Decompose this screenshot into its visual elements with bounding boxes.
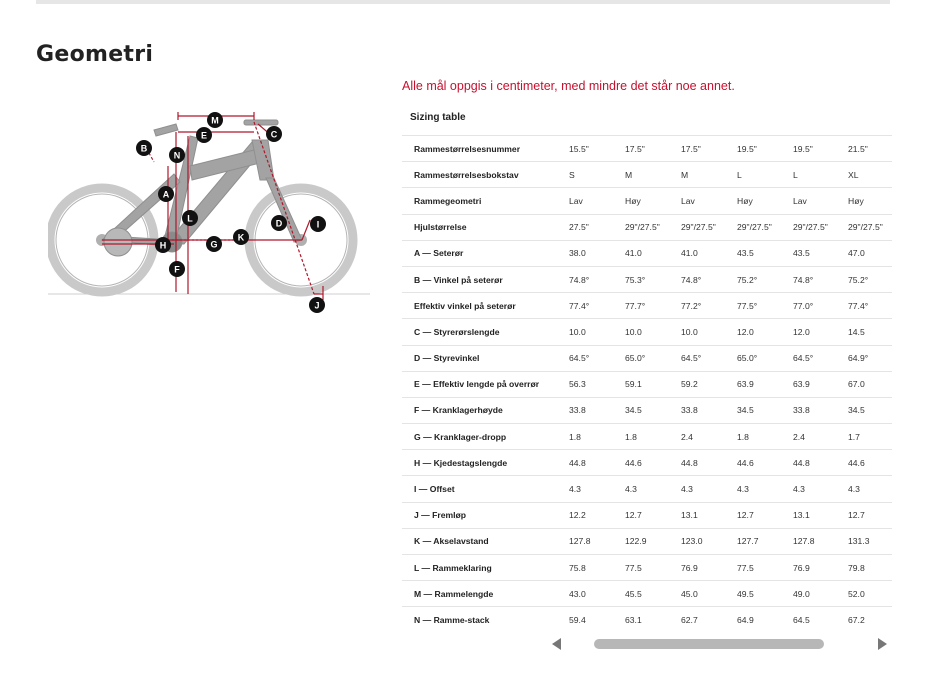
row-label: Rammestørrelsesbokstav bbox=[402, 162, 557, 188]
page-title: Geometri bbox=[36, 42, 154, 67]
table-cell: XL bbox=[836, 162, 892, 188]
table-cell: S bbox=[557, 162, 613, 188]
table-row bbox=[402, 136, 892, 162]
row-label: F — Kranklagerhøyde bbox=[402, 397, 557, 423]
table-cell: 45.5 bbox=[613, 581, 669, 607]
table-cell: 4.3 bbox=[557, 476, 613, 502]
svg-text:B: B bbox=[140, 143, 148, 154]
table-cell: 43.5 bbox=[781, 240, 836, 266]
table-row bbox=[402, 476, 892, 502]
table-cell: 77.5 bbox=[725, 555, 781, 581]
table-cell: 14.5 bbox=[836, 319, 892, 345]
table-cell: 44.6 bbox=[613, 450, 669, 476]
table-cell: 34.5 bbox=[836, 397, 892, 423]
table-row bbox=[402, 293, 892, 319]
table-cell: 65.0° bbox=[725, 345, 781, 371]
scrollbar-thumb[interactable] bbox=[594, 639, 824, 649]
table-cell: 1.8 bbox=[613, 424, 669, 450]
table-cell: 123.0 bbox=[669, 528, 725, 554]
table-cell: 74.8° bbox=[669, 266, 725, 292]
scroll-left-arrow-icon[interactable] bbox=[552, 638, 561, 650]
table-cell: 75.2° bbox=[725, 266, 781, 292]
row-label: Effektiv vinkel på seterør bbox=[402, 293, 557, 319]
table-cell: 19.5" bbox=[725, 136, 781, 162]
table-row bbox=[402, 607, 892, 633]
table-cell: 13.1 bbox=[781, 502, 836, 528]
table-cell: 27.5" bbox=[557, 214, 613, 240]
table-cell: 17.5" bbox=[669, 136, 725, 162]
table-row bbox=[402, 528, 892, 554]
table-cell: 63.9 bbox=[781, 371, 836, 397]
table-cell: L bbox=[725, 162, 781, 188]
table-cell: M bbox=[669, 162, 725, 188]
svg-text:N: N bbox=[173, 150, 181, 161]
table-cell: 122.9 bbox=[613, 528, 669, 554]
marker-G bbox=[206, 236, 222, 252]
svg-text:F: F bbox=[174, 264, 180, 275]
table-cell: 4.3 bbox=[781, 476, 836, 502]
table-row bbox=[402, 424, 892, 450]
sizing-table bbox=[402, 135, 892, 633]
table-cell: Høy bbox=[725, 188, 781, 214]
row-label: B — Vinkel på seterør bbox=[402, 266, 557, 292]
table-cell: 29"/27.5" bbox=[613, 214, 669, 240]
table-cell: 49.0 bbox=[781, 581, 836, 607]
svg-text:K: K bbox=[237, 232, 245, 243]
table-cell: 77.2° bbox=[669, 293, 725, 319]
table-cell: 34.5 bbox=[613, 397, 669, 423]
table-cell: 12.0 bbox=[725, 319, 781, 345]
table-cell: 67.0 bbox=[836, 371, 892, 397]
row-label: Rammegeometri bbox=[402, 188, 557, 214]
table-cell: Høy bbox=[836, 188, 892, 214]
table-row bbox=[402, 345, 892, 371]
table-cell: 12.7 bbox=[836, 502, 892, 528]
table-cell: 12.7 bbox=[613, 502, 669, 528]
table-cell: 67.2 bbox=[836, 607, 892, 633]
table-cell: 64.5° bbox=[781, 345, 836, 371]
table-cell: 52.0 bbox=[836, 581, 892, 607]
svg-text:D: D bbox=[275, 218, 283, 229]
table-row bbox=[402, 581, 892, 607]
table-cell: 19.5" bbox=[781, 136, 836, 162]
table-cell: 63.1 bbox=[613, 607, 669, 633]
table-cell: 77.4° bbox=[836, 293, 892, 319]
table-row bbox=[402, 162, 892, 188]
table-row bbox=[402, 188, 892, 214]
table-cell: 1.8 bbox=[557, 424, 613, 450]
marker-E bbox=[196, 127, 212, 143]
table-cell: 77.7° bbox=[613, 293, 669, 319]
table-cell: 75.2° bbox=[836, 266, 892, 292]
scroll-right-arrow-icon[interactable] bbox=[878, 638, 887, 650]
table-cell: 4.3 bbox=[613, 476, 669, 502]
table-cell: 44.8 bbox=[557, 450, 613, 476]
table-cell: 77.5 bbox=[613, 555, 669, 581]
table-cell: 41.0 bbox=[613, 240, 669, 266]
table-cell: 2.4 bbox=[669, 424, 725, 450]
marker-N bbox=[169, 147, 185, 163]
table-cell: 64.5 bbox=[781, 607, 836, 633]
table-cell: 131.3 bbox=[836, 528, 892, 554]
table-cell: 12.7 bbox=[725, 502, 781, 528]
table-caption: Sizing table bbox=[410, 112, 466, 123]
svg-text:G: G bbox=[210, 239, 218, 250]
table-cell: 127.7 bbox=[725, 528, 781, 554]
table-cell: 59.2 bbox=[669, 371, 725, 397]
marker-I bbox=[310, 216, 326, 232]
table-cell: 13.1 bbox=[669, 502, 725, 528]
table-cell: Høy bbox=[613, 188, 669, 214]
table-cell: 10.0 bbox=[613, 319, 669, 345]
table-cell: 38.0 bbox=[557, 240, 613, 266]
row-label: A — Seterør bbox=[402, 240, 557, 266]
table-cell: 59.1 bbox=[613, 371, 669, 397]
table-cell: 56.3 bbox=[557, 371, 613, 397]
table-row bbox=[402, 397, 892, 423]
table-cell: 63.9 bbox=[725, 371, 781, 397]
row-label: D — Styrevinkel bbox=[402, 345, 557, 371]
table-cell: 29"/27.5" bbox=[725, 214, 781, 240]
table-cell: 2.4 bbox=[781, 424, 836, 450]
row-label: J — Fremløp bbox=[402, 502, 557, 528]
table-cell: 49.5 bbox=[725, 581, 781, 607]
table-cell: 76.9 bbox=[781, 555, 836, 581]
table-cell: 75.3° bbox=[613, 266, 669, 292]
sizing-table-body bbox=[402, 136, 892, 633]
table-row bbox=[402, 555, 892, 581]
table-cell: 21.5" bbox=[836, 136, 892, 162]
table-cell: 64.9° bbox=[836, 345, 892, 371]
table-cell: 33.8 bbox=[781, 397, 836, 423]
table-cell: 44.8 bbox=[781, 450, 836, 476]
table-cell: 17.5" bbox=[613, 136, 669, 162]
geometry-diagram bbox=[48, 108, 373, 318]
table-row bbox=[402, 319, 892, 345]
table-cell: 34.5 bbox=[725, 397, 781, 423]
svg-text:A: A bbox=[162, 189, 170, 200]
row-label: Rammestørrelsesnummer bbox=[402, 136, 557, 162]
table-cell: 45.0 bbox=[669, 581, 725, 607]
row-label: Hjulstørrelse bbox=[402, 214, 557, 240]
row-label: K — Akselavstand bbox=[402, 528, 557, 554]
table-cell: 29"/27.5" bbox=[836, 214, 892, 240]
table-cell: 47.0 bbox=[836, 240, 892, 266]
table-cell: 15.5" bbox=[557, 136, 613, 162]
table-cell: 75.8 bbox=[557, 555, 613, 581]
table-cell: 64.9 bbox=[725, 607, 781, 633]
table-cell: 127.8 bbox=[781, 528, 836, 554]
table-cell: 74.8° bbox=[781, 266, 836, 292]
row-label: H — Kjedestagslengde bbox=[402, 450, 557, 476]
table-cell: 77.4° bbox=[557, 293, 613, 319]
row-label: M — Rammelengde bbox=[402, 581, 557, 607]
svg-text:J: J bbox=[314, 300, 320, 311]
marker-A bbox=[158, 186, 174, 202]
row-label: L — Rammeklaring bbox=[402, 555, 557, 581]
table-cell: 44.6 bbox=[836, 450, 892, 476]
table-cell: 29"/27.5" bbox=[669, 214, 725, 240]
table-cell: M bbox=[613, 162, 669, 188]
marker-L bbox=[182, 210, 198, 226]
table-row bbox=[402, 502, 892, 528]
table-cell: 59.4 bbox=[557, 607, 613, 633]
table-cell: 77.0° bbox=[781, 293, 836, 319]
table-row bbox=[402, 214, 892, 240]
table-cell: 4.3 bbox=[836, 476, 892, 502]
table-cell: 41.0 bbox=[669, 240, 725, 266]
table-cell: 12.2 bbox=[557, 502, 613, 528]
units-note: Alle mål oppgis i centimeter, med mindre det står noe annet. bbox=[402, 79, 735, 93]
marker-J bbox=[309, 297, 325, 313]
table-row bbox=[402, 371, 892, 397]
table-cell: 44.6 bbox=[725, 450, 781, 476]
table-cell: L bbox=[781, 162, 836, 188]
marker-F bbox=[169, 261, 185, 277]
table-cell: Lav bbox=[781, 188, 836, 214]
svg-text:L: L bbox=[187, 213, 193, 224]
table-cell: 12.0 bbox=[781, 319, 836, 345]
table-cell: 64.5° bbox=[669, 345, 725, 371]
marker-H bbox=[155, 237, 171, 253]
table-cell: 43.5 bbox=[725, 240, 781, 266]
svg-text:C: C bbox=[270, 129, 278, 140]
marker-C bbox=[266, 126, 282, 142]
svg-text:H: H bbox=[159, 240, 167, 251]
table-cell: 4.3 bbox=[725, 476, 781, 502]
marker-B bbox=[136, 140, 152, 156]
marker-D bbox=[271, 215, 287, 231]
table-cell: 10.0 bbox=[669, 319, 725, 345]
horizontal-scrollbar[interactable] bbox=[552, 636, 887, 652]
table-cell: 76.9 bbox=[669, 555, 725, 581]
table-cell: 1.8 bbox=[725, 424, 781, 450]
table-cell: 29"/27.5" bbox=[781, 214, 836, 240]
table-cell: 62.7 bbox=[669, 607, 725, 633]
table-cell: 79.8 bbox=[836, 555, 892, 581]
table-cell: 127.8 bbox=[557, 528, 613, 554]
row-label: C — Styrerørslengde bbox=[402, 319, 557, 345]
table-cell: 33.8 bbox=[557, 397, 613, 423]
table-cell: Lav bbox=[669, 188, 725, 214]
table-cell: Lav bbox=[557, 188, 613, 214]
table-cell: 33.8 bbox=[669, 397, 725, 423]
row-label: G — Kranklager-dropp bbox=[402, 424, 557, 450]
table-cell: 1.7 bbox=[836, 424, 892, 450]
table-cell: 43.0 bbox=[557, 581, 613, 607]
svg-text:M: M bbox=[211, 115, 219, 126]
top-divider bbox=[36, 0, 890, 4]
table-cell: 64.5° bbox=[557, 345, 613, 371]
svg-text:I: I bbox=[316, 219, 320, 230]
table-cell: 44.8 bbox=[669, 450, 725, 476]
marker-M bbox=[207, 112, 223, 128]
table-row bbox=[402, 240, 892, 266]
row-label: E — Effektiv lengde på overrør bbox=[402, 371, 557, 397]
table-cell: 4.3 bbox=[669, 476, 725, 502]
row-label: N — Ramme-stack bbox=[402, 607, 557, 633]
table-row bbox=[402, 266, 892, 292]
table-cell: 65.0° bbox=[613, 345, 669, 371]
marker-K bbox=[233, 229, 249, 245]
table-cell: 74.8° bbox=[557, 266, 613, 292]
table-row bbox=[402, 450, 892, 476]
svg-text:E: E bbox=[200, 130, 208, 141]
table-cell: 77.5° bbox=[725, 293, 781, 319]
sizing-table-container[interactable] bbox=[402, 135, 892, 633]
row-label: I — Offset bbox=[402, 476, 557, 502]
table-cell: 10.0 bbox=[557, 319, 613, 345]
